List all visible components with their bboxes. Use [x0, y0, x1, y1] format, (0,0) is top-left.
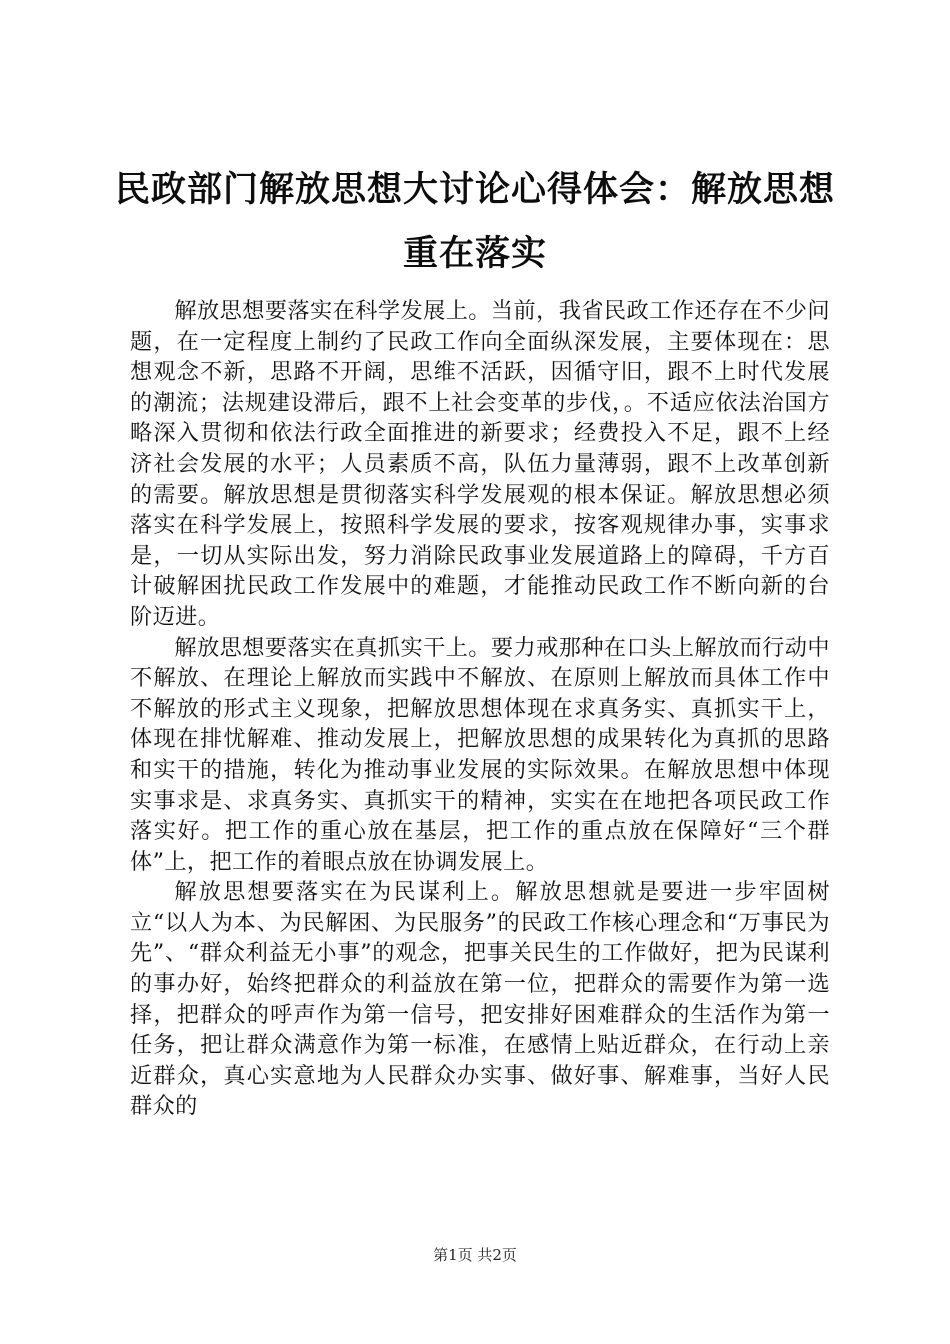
document-title: 民政部门解放思想大讨论心得体会：解放思想重在落实 [114, 170, 835, 274]
paragraph: 解放思想要落实在为民谋利上。解放思想就是要进一步牢固树立“以人为本、为民解困、为民服务”的民政工作核心理念和“万事民为先”、“群众利益无小事”的观念，把事关民生的工作做好，把为民谋利的事办好，始终把群众的利益放在第一位，把群众的需要作为第一选择，把群众的呼声作为第一信号，把安排好困难群众的生活作为第一任务，把让群众满意作为第一标准，在感情上贴近群众，在行动上亲近群众，真心实意地为人民群众办实事、做好事、解难事，当好人民群众的 [130, 879, 830, 1120]
document-body [130, 296, 830, 1122]
page-number-footer: 第1页 共2页 [433, 1246, 517, 1264]
paragraph: 解放思想要落实在真抓实干上。要力戒那种在口头上解放而行动中不解放、在理论上解放而实践中不解放、在原则上解放而具体工作中不解放的形式主义现象，把解放思想体现在求真务实、真抓实干上，体现在排忧解难、推动发展上，把解放思想的成果转化为真抓的思路和实干的措施，转化为推动事业发展的实际效果。在解放思想中体现实事求是、求真务实、真抓实干的精神，实实在在地把各项民政工作落实好。把工作的重心放在基层，把工作的重点放在保障好“三个群体”上，把工作的着眼点放在协调发展上。 [130, 634, 830, 875]
paragraph: 解放思想要落实在科学发展上。当前，我省民政工作还存在不少问题，在一定程度上制约了民政工作向全面纵深发展，主要体现在：思想观念不新，思路不开阔，思维不活跃，因循守旧，跟不上时代发展的潮流；法规建设滞后，跟不上社会变革的步伐，。不适应依法治国方略深入贯彻和依法行政全面推进的新要求；经费投入不足，跟不上经济社会发展的水平；人员素质不高，队伍力量薄弱，跟不上改革创新的需要。解放思想是贯彻落实科学发展观的根本保证。解放思想必须落实在科学发展上，按照科学发展的要求，按客观规律办事，实事求是，一切从实际出发，努力消除民政事业发展道路上的障碍，千方百计破解困扰民政工作发展中的难题，才能推动民政工作不断向新的台阶迈进。 [130, 298, 830, 630]
